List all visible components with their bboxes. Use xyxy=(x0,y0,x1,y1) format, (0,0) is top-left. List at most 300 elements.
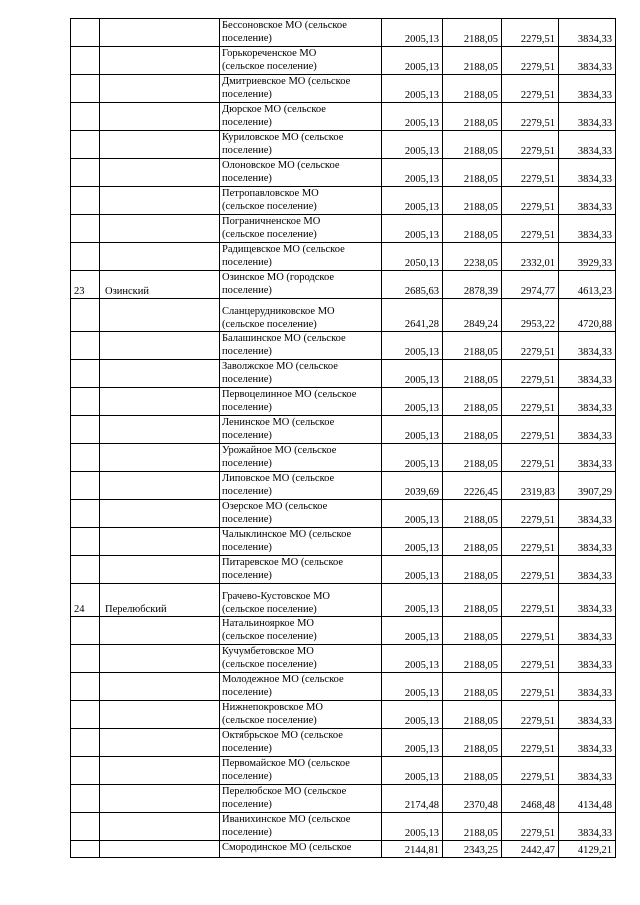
tariff-value-cell-1: 2005,13 xyxy=(382,187,443,215)
tariff-value-cell-2: 2188,05 xyxy=(443,215,502,243)
tariff-value-cell-3: 2279,51 xyxy=(502,159,559,187)
tariff-value-cell-1: 2005,13 xyxy=(382,19,443,47)
tariff-value-cell-1: 2005,13 xyxy=(382,813,443,841)
municipality-name-line: Питаревское МО (сельское xyxy=(222,557,344,568)
municipality-name-line: Балашинское МО (сельское xyxy=(222,333,346,344)
tariff-value-cell-1: 2005,13 xyxy=(382,75,443,103)
tariff-value-cell-2: 2188,05 xyxy=(443,757,502,785)
municipality-name-line: Смородинское МО (сельское xyxy=(222,842,352,853)
municipality-name-line: Октябрьское МО (сельское xyxy=(222,730,343,741)
municipality-name-cell xyxy=(220,729,382,757)
district-cell xyxy=(100,416,220,444)
tariff-value-cell-1: 2005,13 xyxy=(382,757,443,785)
municipality-name-line: поселение) xyxy=(222,374,272,385)
municipality-name-cell xyxy=(220,701,382,729)
municipality-name-line: Бессоновское МО (сельское xyxy=(222,20,347,31)
tariff-value-cell-3: 2332,01 xyxy=(502,243,559,271)
table-row xyxy=(71,103,616,131)
municipality-name-cell xyxy=(220,785,382,813)
tariff-value-cell-2: 2188,05 xyxy=(443,617,502,645)
tariff-value-cell-4: 3834,33 xyxy=(559,75,616,103)
tariff-value-cell-1: 2005,13 xyxy=(382,360,443,388)
tariff-value-cell-1: 2005,13 xyxy=(382,528,443,556)
municipality-name-line: поселение) xyxy=(222,799,272,810)
municipality-name-line: поселение) xyxy=(222,743,272,754)
municipality-name-line: поселение) xyxy=(222,687,272,698)
tariff-value-cell-4: 3834,33 xyxy=(559,584,616,617)
table-row xyxy=(71,584,616,617)
row-number-cell xyxy=(71,673,100,701)
tariff-value-cell-4: 3929,33 xyxy=(559,243,616,271)
row-number-cell xyxy=(71,103,100,131)
tariff-value-cell-3: 2468,48 xyxy=(502,785,559,813)
municipality-name-line: Чалыклинское МО (сельское xyxy=(222,529,352,540)
municipality-name-line: Заволжское МО (сельское xyxy=(222,361,338,372)
tariff-value-cell-3: 2279,51 xyxy=(502,187,559,215)
municipality-name-cell xyxy=(220,444,382,472)
row-number-cell xyxy=(71,416,100,444)
district-cell xyxy=(100,444,220,472)
row-number-cell xyxy=(71,131,100,159)
municipality-name-line: (сельское поселение) xyxy=(222,319,317,330)
tariff-value-cell-2: 2188,05 xyxy=(443,103,502,131)
tariff-value-cell-4: 3834,33 xyxy=(559,47,616,75)
tariff-value-cell-2: 2188,05 xyxy=(443,187,502,215)
table-row xyxy=(71,673,616,701)
tariff-value-cell-2: 2188,05 xyxy=(443,673,502,701)
tariff-value-cell-4: 3834,33 xyxy=(559,215,616,243)
tariff-value-cell-4: 3834,33 xyxy=(559,19,616,47)
table-row xyxy=(71,729,616,757)
tariff-value-cell-4: 4129,21 xyxy=(559,841,616,858)
district-cell xyxy=(100,75,220,103)
municipality-name-line: Грачево-Кустовское МО xyxy=(222,591,331,602)
tariff-value-cell-1: 2005,13 xyxy=(382,729,443,757)
district-cell xyxy=(100,215,220,243)
tariff-value-cell-3: 2279,51 xyxy=(502,701,559,729)
row-number-cell xyxy=(71,785,100,813)
district-cell xyxy=(100,299,220,332)
municipality-name-line: (сельское поселение) xyxy=(222,631,317,642)
table-row xyxy=(71,416,616,444)
municipality-name-cell xyxy=(220,757,382,785)
municipality-name-cell xyxy=(220,673,382,701)
municipality-name-cell xyxy=(220,103,382,131)
tariff-table xyxy=(70,18,616,858)
row-number-cell xyxy=(71,187,100,215)
district-cell: Перелюбский xyxy=(100,584,220,617)
tariff-value-cell-1: 2005,13 xyxy=(382,584,443,617)
table-row xyxy=(71,271,616,299)
municipality-name-cell xyxy=(220,528,382,556)
district-cell xyxy=(100,332,220,360)
tariff-value-cell-4: 3834,33 xyxy=(559,645,616,673)
row-number-cell: 24 xyxy=(71,584,100,617)
tariff-value-cell-4: 3834,33 xyxy=(559,416,616,444)
municipality-name-line: поселение) xyxy=(222,514,272,525)
municipality-name-line: Урожайное МО (сельское xyxy=(222,445,337,456)
district-cell xyxy=(100,19,220,47)
district-cell xyxy=(100,388,220,416)
tariff-value-cell-1: 2005,13 xyxy=(382,47,443,75)
municipality-name-line: (сельское поселение) xyxy=(222,659,317,670)
table-row xyxy=(71,617,616,645)
row-number-cell xyxy=(71,701,100,729)
district-cell xyxy=(100,729,220,757)
municipality-name-line: Горькореченское МО xyxy=(222,48,317,59)
municipality-name-line: Ленинское МО (сельское xyxy=(222,417,335,428)
tariff-value-cell-1: 2039,69 xyxy=(382,472,443,500)
municipality-name-line: поселение) xyxy=(222,145,272,156)
row-number-cell xyxy=(71,360,100,388)
tariff-value-cell-4: 3834,33 xyxy=(559,673,616,701)
municipality-name-cell xyxy=(220,584,382,617)
tariff-value-cell-4: 3834,33 xyxy=(559,388,616,416)
tariff-value-cell-2: 2188,05 xyxy=(443,556,502,584)
municipality-name-cell xyxy=(220,19,382,47)
tariff-value-cell-2: 2188,05 xyxy=(443,360,502,388)
district-cell xyxy=(100,360,220,388)
tariff-value-cell-4: 3834,33 xyxy=(559,729,616,757)
table-row xyxy=(71,841,616,858)
row-number-cell xyxy=(71,19,100,47)
tariff-value-cell-1: 2005,13 xyxy=(382,388,443,416)
municipality-name-line: Дюрское МО (сельское xyxy=(222,104,326,115)
district-cell xyxy=(100,757,220,785)
district-cell xyxy=(100,556,220,584)
district-cell xyxy=(100,701,220,729)
tariff-value-cell-4: 3834,33 xyxy=(559,617,616,645)
municipality-name-line: поселение) xyxy=(222,570,272,581)
municipality-name-cell xyxy=(220,388,382,416)
municipality-name-line: поселение) xyxy=(222,346,272,357)
row-number-cell xyxy=(71,388,100,416)
district-cell xyxy=(100,47,220,75)
row-number-cell xyxy=(71,556,100,584)
tariff-value-cell-2: 2188,05 xyxy=(443,131,502,159)
municipality-name-line: (сельское поселение) xyxy=(222,201,317,212)
municipality-name-line: Радищевское МО (сельское xyxy=(222,244,345,255)
municipality-name-line: Липовское МО (сельское xyxy=(222,473,335,484)
table-row xyxy=(71,556,616,584)
tariff-value-cell-2: 2370,48 xyxy=(443,785,502,813)
tariff-value-cell-3: 2279,51 xyxy=(502,103,559,131)
row-number-cell xyxy=(71,332,100,360)
row-number-cell xyxy=(71,729,100,757)
table-row xyxy=(71,785,616,813)
tariff-value-cell-4: 3834,33 xyxy=(559,500,616,528)
tariff-value-cell-1: 2005,13 xyxy=(382,215,443,243)
municipality-name-cell xyxy=(220,215,382,243)
district-cell xyxy=(100,813,220,841)
municipality-name-line: поселение) xyxy=(222,771,272,782)
municipality-name-cell xyxy=(220,360,382,388)
tariff-value-cell-4: 3834,33 xyxy=(559,332,616,360)
tariff-value-cell-2: 2238,05 xyxy=(443,243,502,271)
district-cell xyxy=(100,472,220,500)
tariff-value-cell-3: 2279,51 xyxy=(502,131,559,159)
municipality-name-line: Первомайское МО (сельское xyxy=(222,758,350,769)
municipality-name-line: (сельское поселение) xyxy=(222,229,317,240)
tariff-value-cell-2: 2188,05 xyxy=(443,701,502,729)
district-cell: Озинский xyxy=(100,271,220,299)
tariff-value-cell-1: 2641,28 xyxy=(382,299,443,332)
tariff-value-cell-1: 2174,48 xyxy=(382,785,443,813)
municipality-name-line: поселение) xyxy=(222,173,272,184)
municipality-name-line: Куриловское МО (сельское xyxy=(222,132,344,143)
tariff-value-cell-1: 2050,13 xyxy=(382,243,443,271)
tariff-value-cell-3: 2279,51 xyxy=(502,556,559,584)
row-number-cell xyxy=(71,75,100,103)
table-row xyxy=(71,47,616,75)
table-row xyxy=(71,19,616,47)
tariff-value-cell-3: 2279,51 xyxy=(502,444,559,472)
tariff-value-cell-3: 2319,83 xyxy=(502,472,559,500)
tariff-value-cell-1: 2005,13 xyxy=(382,617,443,645)
municipality-name-line: Первоцелинное МО (сельское xyxy=(222,389,357,400)
tariff-value-cell-3: 2279,51 xyxy=(502,416,559,444)
tariff-value-cell-3: 2442,47 xyxy=(502,841,559,858)
tariff-value-cell-1: 2005,13 xyxy=(382,159,443,187)
row-number-cell xyxy=(71,159,100,187)
tariff-value-cell-2: 2188,05 xyxy=(443,47,502,75)
tariff-value-cell-4: 3834,33 xyxy=(559,131,616,159)
table-row xyxy=(71,701,616,729)
municipality-name-line: поселение) xyxy=(222,33,272,44)
tariff-value-cell-2: 2188,05 xyxy=(443,584,502,617)
district-cell xyxy=(100,103,220,131)
row-number-cell xyxy=(71,215,100,243)
district-cell xyxy=(100,617,220,645)
tariff-value-cell-4: 3834,33 xyxy=(559,757,616,785)
tariff-value-cell-3: 2279,51 xyxy=(502,47,559,75)
tariff-value-cell-2: 2226,45 xyxy=(443,472,502,500)
tariff-value-cell-2: 2188,05 xyxy=(443,75,502,103)
row-number-cell: 23 xyxy=(71,271,100,299)
municipality-name-cell xyxy=(220,841,382,858)
municipality-name-line: поселение) xyxy=(222,117,272,128)
municipality-name-line: поселение) xyxy=(222,257,272,268)
municipality-name-line: поселение) xyxy=(222,542,272,553)
municipality-name-line: Натальинояркое МО xyxy=(222,618,314,629)
tariff-value-cell-4: 3834,33 xyxy=(559,813,616,841)
tariff-value-cell-4: 3834,33 xyxy=(559,444,616,472)
tariff-value-cell-2: 2188,05 xyxy=(443,813,502,841)
row-number-cell xyxy=(71,813,100,841)
table-row xyxy=(71,444,616,472)
municipality-name-cell xyxy=(220,243,382,271)
municipality-name-line: (сельское поселение) xyxy=(222,715,317,726)
tariff-value-cell-4: 4720,88 xyxy=(559,299,616,332)
row-number-cell xyxy=(71,299,100,332)
tariff-value-cell-2: 2878,39 xyxy=(443,271,502,299)
tariff-value-cell-3: 2279,51 xyxy=(502,19,559,47)
tariff-value-cell-1: 2005,13 xyxy=(382,701,443,729)
district-cell xyxy=(100,673,220,701)
tariff-value-cell-1: 2005,13 xyxy=(382,332,443,360)
municipality-name-line: Кучумбетовское МО xyxy=(222,646,314,657)
tariff-value-cell-3: 2279,51 xyxy=(502,215,559,243)
tariff-value-cell-3: 2279,51 xyxy=(502,673,559,701)
district-cell xyxy=(100,785,220,813)
municipality-name-line: Молодежное МО (сельское xyxy=(222,674,344,685)
table-row xyxy=(71,757,616,785)
table-row xyxy=(71,500,616,528)
tariff-value-cell-2: 2188,05 xyxy=(443,159,502,187)
municipality-name-line: Дмитриевское МО (сельское xyxy=(222,76,351,87)
tariff-value-cell-1: 2144,81 xyxy=(382,841,443,858)
tariff-value-cell-3: 2279,51 xyxy=(502,584,559,617)
table-row xyxy=(71,187,616,215)
table-body xyxy=(71,19,616,858)
municipality-name-line: Перелюбское МО (сельское xyxy=(222,786,347,797)
tariff-value-cell-2: 2188,05 xyxy=(443,500,502,528)
tariff-value-cell-4: 4613,23 xyxy=(559,271,616,299)
row-number-cell xyxy=(71,645,100,673)
tariff-value-cell-2: 2188,05 xyxy=(443,332,502,360)
municipality-name-cell xyxy=(220,813,382,841)
row-number-cell xyxy=(71,841,100,858)
tariff-value-cell-1: 2005,13 xyxy=(382,444,443,472)
tariff-value-cell-2: 2188,05 xyxy=(443,416,502,444)
municipality-name-cell xyxy=(220,332,382,360)
tariff-value-cell-3: 2279,51 xyxy=(502,645,559,673)
municipality-name-cell xyxy=(220,500,382,528)
municipality-name-line: Пограничненское МО xyxy=(222,216,321,227)
district-cell xyxy=(100,243,220,271)
municipality-name-line: поселение) xyxy=(222,402,272,413)
municipality-name-line: Озинское МО (городское xyxy=(222,272,335,283)
tariff-value-cell-2: 2188,05 xyxy=(443,729,502,757)
tariff-value-cell-1: 2685,63 xyxy=(382,271,443,299)
tariff-value-cell-4: 3834,33 xyxy=(559,528,616,556)
table-row xyxy=(71,215,616,243)
table-row xyxy=(71,528,616,556)
tariff-value-cell-3: 2279,51 xyxy=(502,813,559,841)
municipality-name-line: (сельское поселение) xyxy=(222,604,317,615)
municipality-name-cell xyxy=(220,75,382,103)
municipality-name-cell xyxy=(220,131,382,159)
municipality-name-cell xyxy=(220,47,382,75)
municipality-name-cell xyxy=(220,472,382,500)
tariff-value-cell-1: 2005,13 xyxy=(382,500,443,528)
tariff-value-cell-1: 2005,13 xyxy=(382,131,443,159)
tariff-value-cell-4: 3834,33 xyxy=(559,187,616,215)
tariff-value-cell-2: 2188,05 xyxy=(443,388,502,416)
table-row xyxy=(71,243,616,271)
tariff-value-cell-3: 2279,51 xyxy=(502,360,559,388)
tariff-value-cell-3: 2279,51 xyxy=(502,757,559,785)
row-number-cell xyxy=(71,472,100,500)
tariff-value-cell-4: 3834,33 xyxy=(559,360,616,388)
district-cell xyxy=(100,500,220,528)
tariff-value-cell-2: 2188,05 xyxy=(443,19,502,47)
municipality-name-cell xyxy=(220,556,382,584)
tariff-value-cell-4: 4134,48 xyxy=(559,785,616,813)
district-cell xyxy=(100,159,220,187)
tariff-value-cell-2: 2188,05 xyxy=(443,528,502,556)
district-cell xyxy=(100,528,220,556)
municipality-name-line: (сельское поселение) xyxy=(222,61,317,72)
tariff-value-cell-4: 3834,33 xyxy=(559,159,616,187)
municipality-name-line: Олоновское МО (сельское xyxy=(222,160,340,171)
municipality-name-cell xyxy=(220,187,382,215)
municipality-name-line: поселение) xyxy=(222,827,272,838)
municipality-name-line: поселение) xyxy=(222,430,272,441)
municipality-name-line: Сланцерудниковское МО xyxy=(222,306,335,317)
municipality-name-cell xyxy=(220,159,382,187)
tariff-value-cell-3: 2279,51 xyxy=(502,332,559,360)
municipality-name-line: поселение) xyxy=(222,285,272,296)
tariff-value-cell-3: 2974,77 xyxy=(502,271,559,299)
table-row xyxy=(71,299,616,332)
tariff-value-cell-4: 3834,33 xyxy=(559,701,616,729)
tariff-value-cell-4: 3834,33 xyxy=(559,556,616,584)
row-number-cell xyxy=(71,500,100,528)
district-cell xyxy=(100,645,220,673)
tariff-value-cell-3: 2279,51 xyxy=(502,528,559,556)
table-row xyxy=(71,159,616,187)
tariff-value-cell-2: 2343,25 xyxy=(443,841,502,858)
tariff-value-cell-1: 2005,13 xyxy=(382,645,443,673)
tariff-value-cell-1: 2005,13 xyxy=(382,673,443,701)
tariff-value-cell-4: 3907,29 xyxy=(559,472,616,500)
district-cell xyxy=(100,131,220,159)
district-cell xyxy=(100,841,220,858)
tariff-value-cell-1: 2005,13 xyxy=(382,556,443,584)
table-row xyxy=(71,645,616,673)
table-row xyxy=(71,131,616,159)
district-cell xyxy=(100,187,220,215)
municipality-name-line: поселение) xyxy=(222,89,272,100)
row-number-cell xyxy=(71,757,100,785)
tariff-value-cell-3: 2279,51 xyxy=(502,500,559,528)
tariff-value-cell-3: 2953,22 xyxy=(502,299,559,332)
row-number-cell xyxy=(71,47,100,75)
tariff-value-cell-3: 2279,51 xyxy=(502,388,559,416)
municipality-name-line: Озерское МО (сельское xyxy=(222,501,328,512)
municipality-name-cell xyxy=(220,645,382,673)
table-row xyxy=(71,360,616,388)
tariff-value-cell-3: 2279,51 xyxy=(502,617,559,645)
municipality-name-line: Иванихинское МО (сельское xyxy=(222,814,351,825)
municipality-name-line: поселение) xyxy=(222,486,272,497)
table-row xyxy=(71,472,616,500)
tariff-value-cell-2: 2188,05 xyxy=(443,645,502,673)
table-row xyxy=(71,332,616,360)
tariff-value-cell-1: 2005,13 xyxy=(382,416,443,444)
tariff-value-cell-3: 2279,51 xyxy=(502,729,559,757)
tariff-value-cell-2: 2849,24 xyxy=(443,299,502,332)
municipality-name-cell xyxy=(220,271,382,299)
municipality-name-cell xyxy=(220,416,382,444)
table-row xyxy=(71,388,616,416)
row-number-cell xyxy=(71,528,100,556)
municipality-name-line: Петропавловское МО xyxy=(222,188,319,199)
table-row xyxy=(71,75,616,103)
table-row xyxy=(71,813,616,841)
municipality-name-line: поселение) xyxy=(222,458,272,469)
tariff-value-cell-4: 3834,33 xyxy=(559,103,616,131)
row-number-cell xyxy=(71,444,100,472)
municipality-name-cell xyxy=(220,617,382,645)
tariff-value-cell-3: 2279,51 xyxy=(502,75,559,103)
row-number-cell xyxy=(71,243,100,271)
tariff-value-cell-2: 2188,05 xyxy=(443,444,502,472)
municipality-name-line: Нижнепокровское МО xyxy=(222,702,323,713)
municipality-name-cell xyxy=(220,299,382,332)
row-number-cell xyxy=(71,617,100,645)
